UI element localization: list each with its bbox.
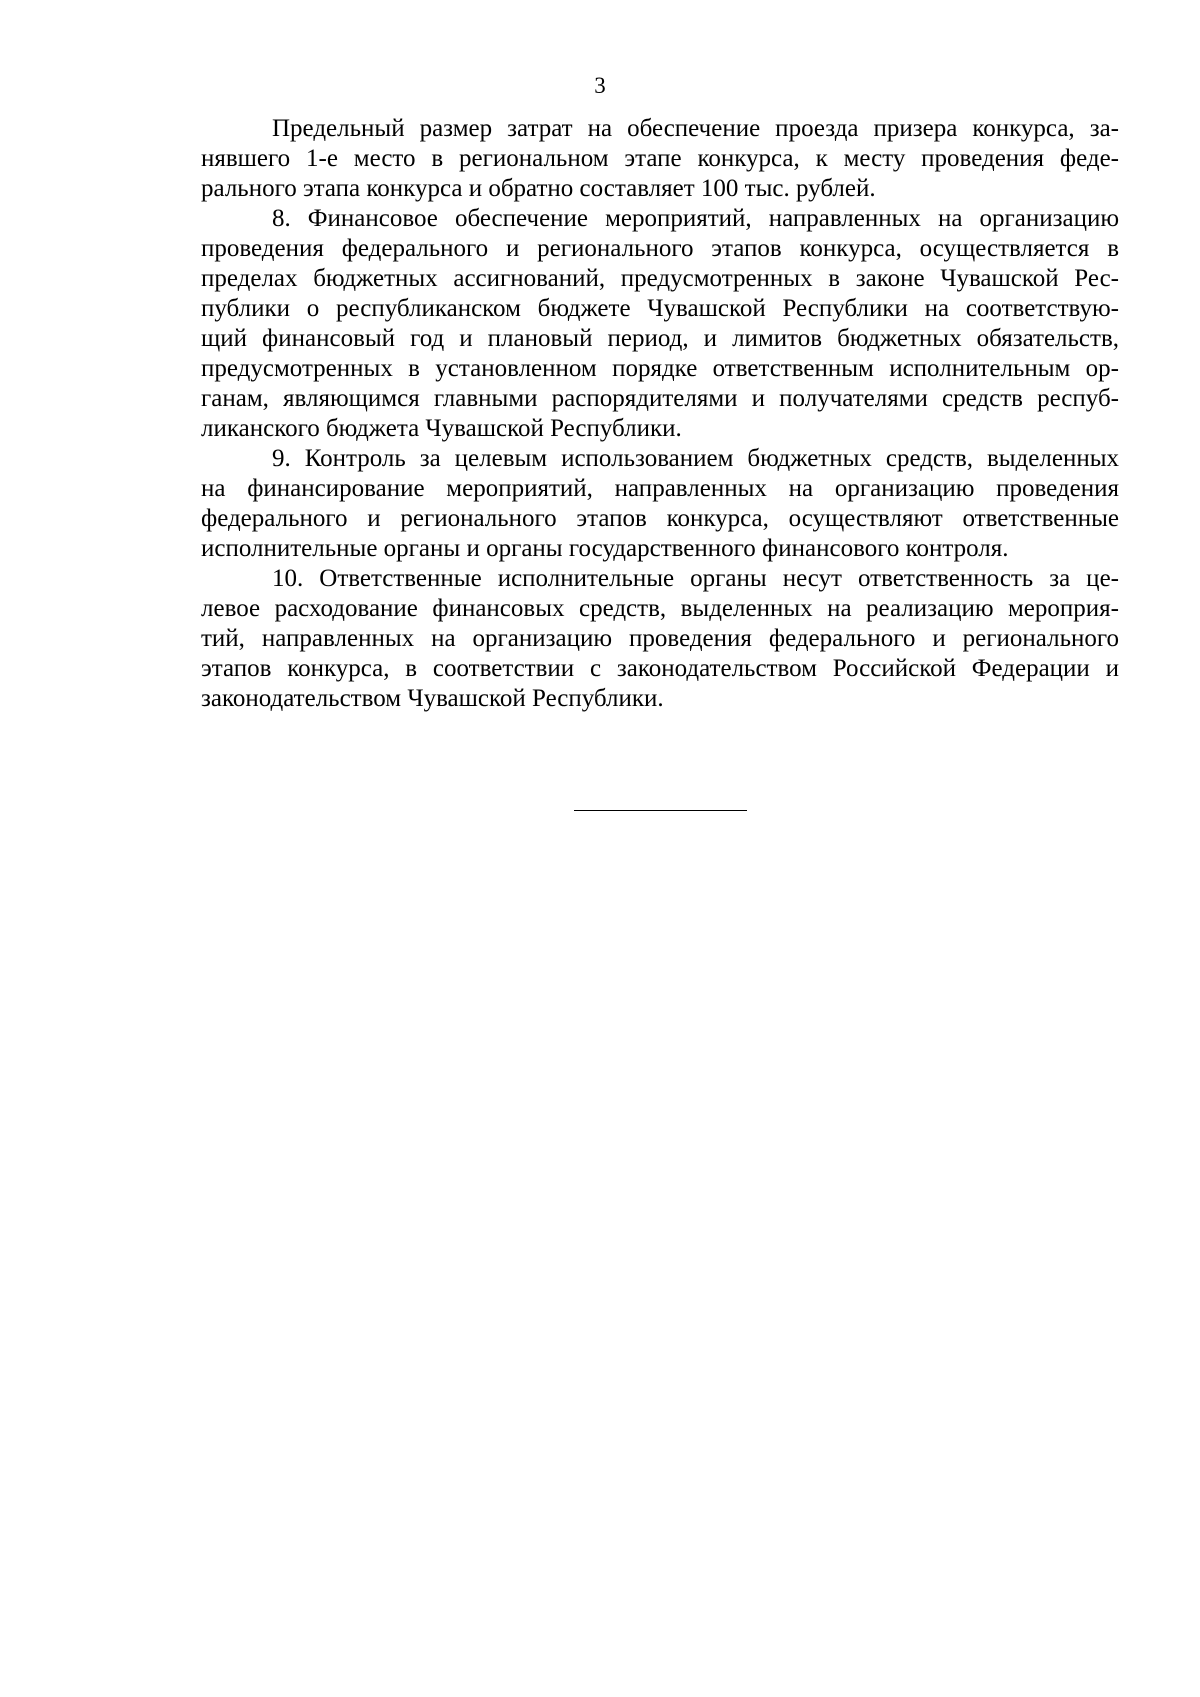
text-line: тий, направленных на организацию проведения федерального и регионального: [201, 625, 1119, 652]
page-number: 3: [594, 73, 606, 98]
text-line: рального этапа конкурса и обратно составляет 100 тыс. рублей.: [201, 175, 876, 202]
text-line: нявшего 1-е место в региональном этапе конкурса, к месту проведения феде-: [201, 145, 1119, 172]
text-line: 8. Финансовое обеспечение мероприятий, направленных на организацию: [272, 205, 1119, 232]
text-line: 10. Ответственные исполнительные органы несут ответственность за це-: [272, 565, 1119, 592]
text-line: законодательством Чувашской Республики.: [201, 685, 664, 712]
text-line: 9. Контроль за целевым использованием бюджетных средств, выделенных: [272, 445, 1119, 472]
text-line: предусмотренных в установленном порядке ответственным исполнительным ор-: [201, 355, 1119, 382]
end-of-document-rule: [574, 810, 747, 811]
document-body: [201, 114, 1119, 714]
paragraph-travel-cost-limit: [201, 114, 1119, 204]
paragraph-item-9: [201, 444, 1119, 564]
text-line: исполнительные органы и органы государственного финансового контроля.: [201, 535, 1009, 562]
text-line: ликанского бюджета Чувашской Республики.: [201, 415, 682, 442]
text-line: публики о республиканском бюджете Чувашской Республики на соответствую-: [201, 295, 1119, 322]
text-line: этапов конкурса, в соответствии с законодательством Российской Федерации и: [201, 655, 1119, 682]
text-line: пределах бюджетных ассигнований, предусмотренных в законе Чувашской Рес-: [201, 265, 1119, 292]
text-line: Предельный размер затрат на обеспечение проезда призера конкурса, за-: [272, 115, 1119, 142]
paragraph-item-10: [201, 564, 1119, 714]
text-line: щий финансовый год и плановый период, и лимитов бюджетных обязательств,: [201, 325, 1119, 352]
paragraph-item-8: [201, 204, 1119, 444]
text-line: проведения федерального и регионального этапов конкурса, осуществляется в: [201, 235, 1119, 262]
text-line: на финансирование мероприятий, направленных на организацию проведения: [201, 475, 1119, 502]
text-line: левое расходование финансовых средств, выделенных на реализацию мероприя-: [201, 595, 1119, 622]
text-line: ганам, являющимся главными распорядителями и получателями средств респуб-: [201, 385, 1119, 412]
text-line: федерального и регионального этапов конкурса, осуществляют ответственные: [201, 505, 1119, 532]
